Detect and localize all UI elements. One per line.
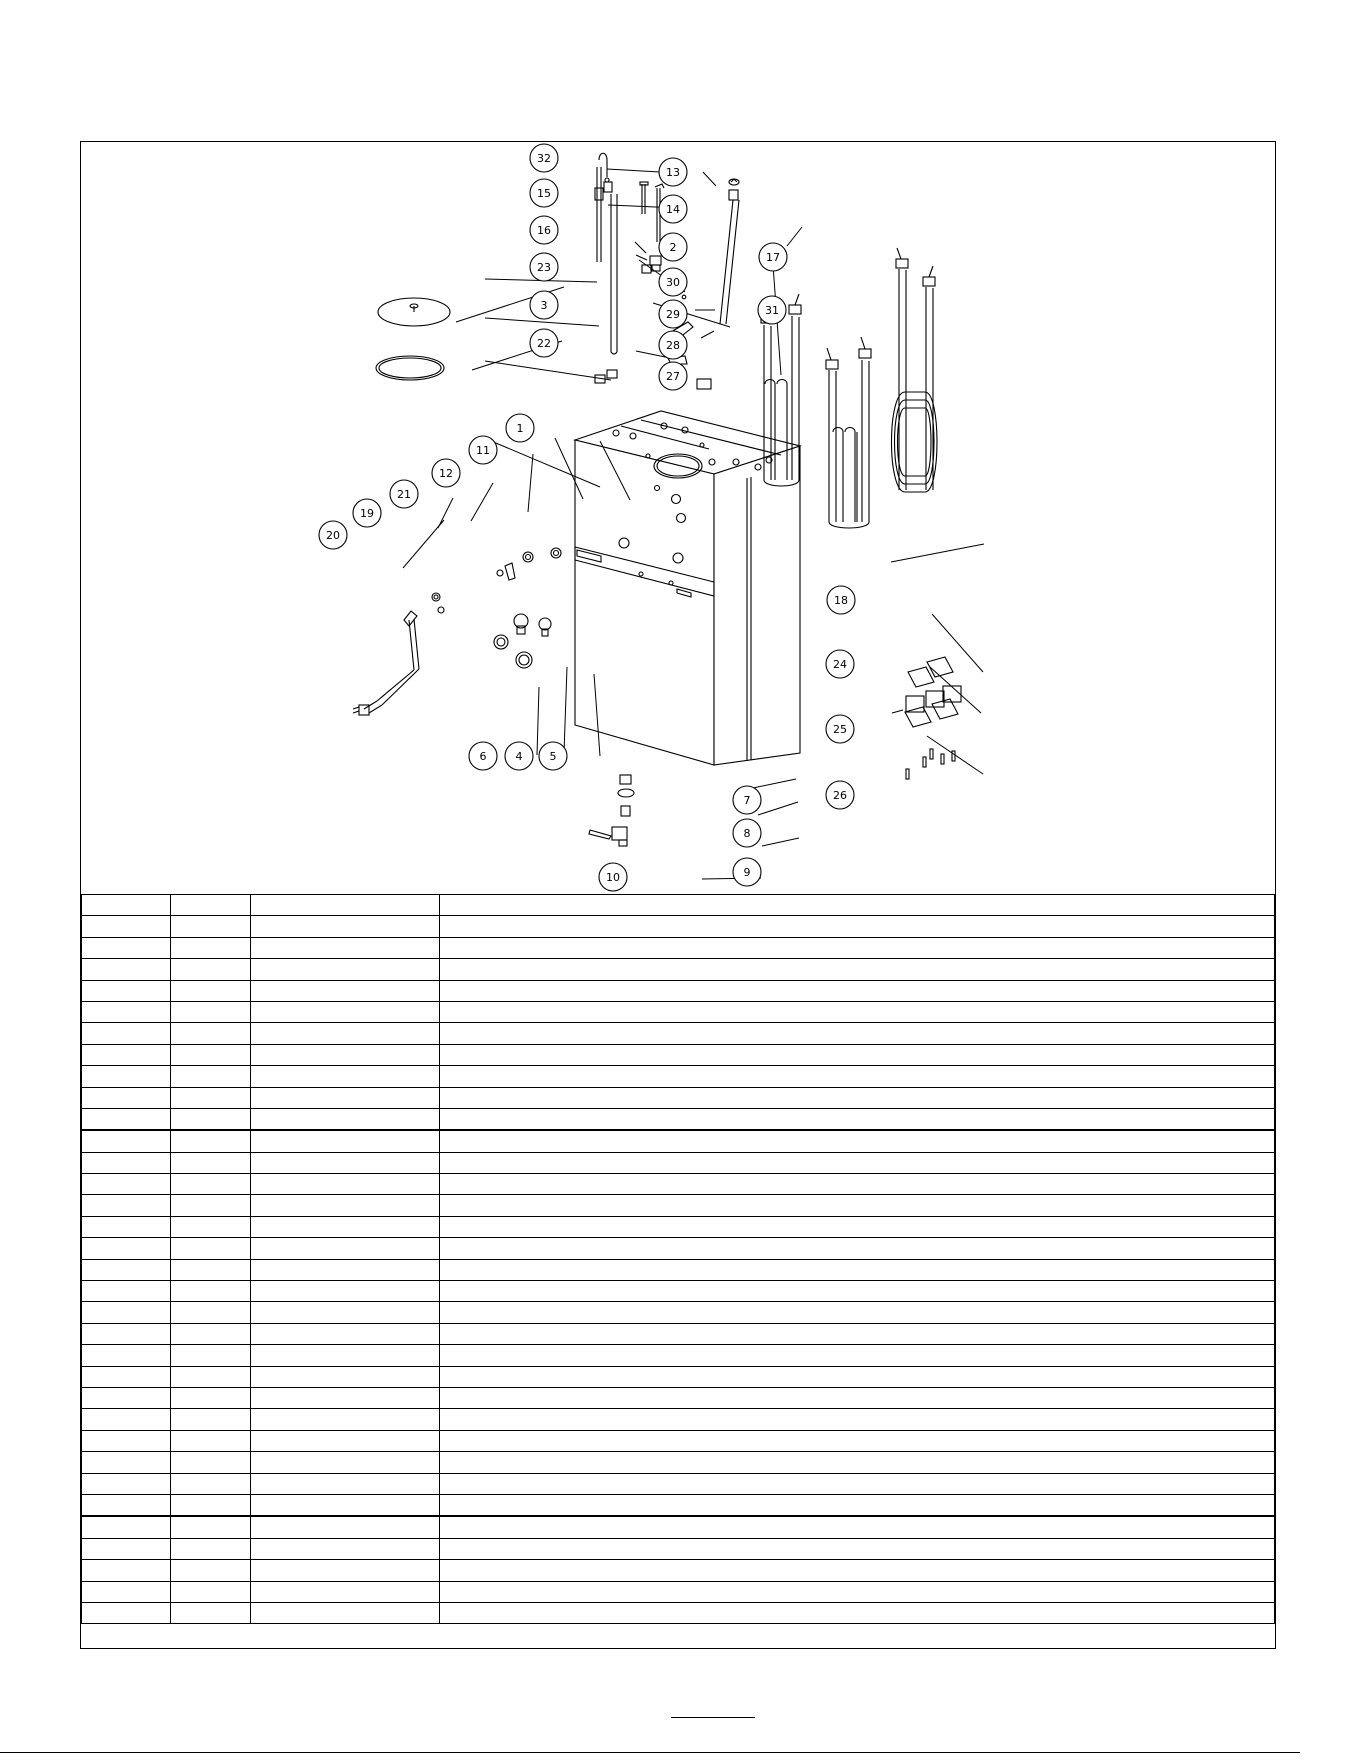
callout-21 [390,480,418,508]
callout-3 [530,291,558,319]
svg-text:23: 23 [537,261,551,274]
table-cell [171,1494,251,1516]
table-cell [251,1538,440,1559]
svg-text:28: 28 [666,339,680,352]
table-cell [171,1066,251,1087]
table-cell [440,1345,1275,1366]
svg-text:5: 5 [549,750,557,763]
table-cell [82,1281,171,1302]
table-cell [171,1302,251,1323]
table-cell [171,1516,251,1538]
table-row [82,1174,1275,1195]
fittings-top [640,179,739,389]
parts-sheet-frame [80,141,1276,1649]
table-cell [171,895,251,916]
table-cell [82,1409,171,1430]
tube-assembly [595,153,617,354]
table-cell [440,1452,1275,1473]
table-cell [171,937,251,958]
svg-text:27: 27 [666,370,680,383]
callout-23 [530,253,558,281]
table-cell [440,1216,1275,1237]
svg-text:4: 4 [515,750,523,763]
table-cell [82,1195,171,1216]
table-row [82,1516,1275,1538]
table-cell [440,1387,1275,1408]
table-cell [171,1238,251,1259]
svg-text:17: 17 [766,251,780,264]
table-cell [440,1430,1275,1451]
table-cell [440,1001,1275,1022]
table-cell [171,1581,251,1602]
svg-text:30: 30 [666,276,680,289]
table-cell [82,895,171,916]
table-cell [82,1087,171,1108]
table-cell [171,1560,251,1581]
table-cell [171,1195,251,1216]
table-cell [82,1430,171,1451]
callout-10 [599,863,627,891]
callout-12 [432,459,460,487]
table-cell [440,959,1275,980]
table-cell [171,1130,251,1152]
svg-text:29: 29 [666,308,680,321]
table-row [82,1108,1275,1130]
table-cell [251,1602,440,1623]
table-cell [82,1602,171,1623]
table-cell [440,1581,1275,1602]
parts-list-body [82,895,1275,1624]
svg-text:14: 14 [666,203,680,216]
table-cell [82,1516,171,1538]
table-cell [440,1195,1275,1216]
table-cell [82,1216,171,1237]
cabinet-body [575,411,800,765]
table-cell [171,1473,251,1494]
small-parts-right [892,657,961,779]
table-cell [440,1560,1275,1581]
callout-31 [758,296,786,324]
table-cell [251,1302,440,1323]
table-cell [251,1345,440,1366]
table-cell [171,1023,251,1044]
table-cell [251,1108,440,1130]
table-cell [440,1044,1275,1065]
table-row [82,1044,1275,1065]
table-cell [171,1323,251,1344]
svg-text:9: 9 [743,866,751,879]
table-cell [171,959,251,980]
table-cell [171,1259,251,1280]
svg-text:13: 13 [666,166,680,179]
table-cell [251,1216,440,1237]
callout-13 [659,158,687,186]
callout-14 [659,195,687,223]
table-cell [171,1602,251,1623]
table-cell [82,1174,171,1195]
table-cell [440,1473,1275,1494]
callout-18 [827,586,855,614]
table-cell [82,1366,171,1387]
table-cell [82,1302,171,1323]
callout-30 [659,268,687,296]
table-row [82,1130,1275,1152]
table-cell [82,1452,171,1473]
table-cell [82,1581,171,1602]
table-cell [251,1387,440,1408]
table-cell [171,1087,251,1108]
table-cell [440,1023,1275,1044]
table-cell [82,1066,171,1087]
svg-text:6: 6 [479,750,487,763]
table-cell [440,1538,1275,1559]
callout-2 [659,233,687,261]
table-row [82,959,1275,980]
table-row [82,1430,1275,1451]
table-cell [82,1387,171,1408]
table-cell [171,980,251,1001]
table-cell [171,916,251,937]
table-cell [440,1087,1275,1108]
table-cell [82,1130,171,1152]
table-cell [440,1302,1275,1323]
table-cell [171,1538,251,1559]
callout-25 [826,715,854,743]
table-cell [251,1281,440,1302]
svg-text:31: 31 [765,304,779,317]
table-cell [251,1259,440,1280]
callout-27 [659,362,687,390]
table-cell [82,1323,171,1344]
table-cell [251,1066,440,1087]
table-row [82,937,1275,958]
table-row [82,1001,1275,1022]
table-cell [440,1066,1275,1087]
table-cell [171,1387,251,1408]
table-cell [440,1174,1275,1195]
table-row [82,1023,1275,1044]
callout-5 [539,742,567,770]
svg-text:26: 26 [833,789,847,802]
svg-text:18: 18 [834,594,848,607]
svg-text:22: 22 [537,337,551,350]
svg-text:11: 11 [476,444,490,457]
table-cell [171,1152,251,1173]
svg-text:10: 10 [606,871,620,884]
table-row [82,916,1275,937]
table-cell [82,1001,171,1022]
table-cell [82,1044,171,1065]
table-row [82,1087,1275,1108]
table-cell [82,1238,171,1259]
svg-text:16: 16 [537,224,551,237]
callout-7 [733,786,761,814]
table-cell [82,1494,171,1516]
table-cell [171,1044,251,1065]
table-cell [171,1430,251,1451]
svg-text:25: 25 [833,723,847,736]
table-row [82,1152,1275,1173]
table-cell [82,980,171,1001]
table-cell [171,1345,251,1366]
table-cell [82,1560,171,1581]
table-cell [251,1087,440,1108]
table-row [82,1238,1275,1259]
table-row [82,1581,1275,1602]
callout-20 [319,521,347,549]
table-cell [251,1409,440,1430]
table-cell [251,980,440,1001]
table-cell [251,1001,440,1022]
table-cell [251,1195,440,1216]
table-cell [440,1323,1275,1344]
table-cell [251,1044,440,1065]
table-cell [251,1238,440,1259]
table-cell [251,1130,440,1152]
table-row [82,1409,1275,1430]
table-row [82,1452,1275,1473]
table-cell [440,1130,1275,1152]
table-cell [251,1581,440,1602]
table-cell [251,1473,440,1494]
callout-22 [530,329,558,357]
table-cell [440,1494,1275,1516]
callout-24 [826,650,854,678]
table-cell [440,937,1275,958]
table-cell [440,1108,1275,1130]
table-cell [440,1238,1275,1259]
table-cell [171,1452,251,1473]
svg-text:7: 7 [743,794,751,807]
table-cell [440,916,1275,937]
svg-text:32: 32 [537,152,551,165]
table-cell [171,1366,251,1387]
table-row [82,895,1275,916]
table-row [82,980,1275,1001]
svg-text:19: 19 [360,507,374,520]
table-cell [440,895,1275,916]
table-cell [251,1174,440,1195]
svg-text:24: 24 [833,658,847,671]
table-cell [251,895,440,916]
table-cell [251,1366,440,1387]
callout-28 [659,331,687,359]
table-cell [251,1452,440,1473]
svg-text:3: 3 [540,299,548,312]
table-cell [440,1152,1275,1173]
footer-page-mark [671,1717,755,1718]
table-cell [251,1560,440,1581]
table-cell [440,1366,1275,1387]
table-cell [440,980,1275,1001]
table-cell [171,1108,251,1130]
table-row [82,1066,1275,1087]
table-cell [251,916,440,937]
svg-text:2: 2 [669,241,677,254]
table-row [82,1602,1275,1623]
svg-text:8: 8 [743,827,751,840]
callout-32 [530,144,558,172]
table-cell [82,1473,171,1494]
table-cell [82,1259,171,1280]
table-cell [251,1430,440,1451]
table-cell [440,1602,1275,1623]
table-cell [251,1494,440,1516]
table-cell [251,1323,440,1344]
table-cell [440,1516,1275,1538]
table-row [82,1345,1275,1366]
drain-valve [589,775,634,877]
callout-11 [469,436,497,464]
table-cell [251,1516,440,1538]
table-row [82,1302,1275,1323]
callout-29 [659,300,687,328]
table-cell [251,959,440,980]
table-cell [82,937,171,958]
footer-rule [0,1752,1300,1753]
table-cell [82,916,171,937]
svg-text:12: 12 [439,467,453,480]
table-row [82,1366,1275,1387]
table-cell [82,1538,171,1559]
table-cell [171,1216,251,1237]
callout-9 [733,858,761,886]
table-row [82,1494,1275,1516]
table-cell [82,1108,171,1130]
table-row [82,1281,1275,1302]
table-cell [82,1345,171,1366]
svg-text:21: 21 [397,488,411,501]
table-cell [171,1409,251,1430]
table-cell [171,1174,251,1195]
table-cell [82,1023,171,1044]
callout-17 [759,243,787,271]
svg-text:20: 20 [326,529,340,542]
svg-text:1: 1 [516,422,524,435]
table-row [82,1323,1275,1344]
table-cell [251,1152,440,1173]
table-cell [171,1281,251,1302]
svg-text:15: 15 [537,187,551,200]
callout-6 [469,742,497,770]
table-row [82,1538,1275,1559]
table-cell [82,1152,171,1173]
table-cell [171,1001,251,1022]
table-row [82,1195,1275,1216]
callout-26 [826,781,854,809]
callout-4 [505,742,533,770]
table-row [82,1259,1275,1280]
table-row [82,1216,1275,1237]
heating-elements [761,248,937,528]
table-cell [82,959,171,980]
table-cell [251,1023,440,1044]
table-cell [440,1409,1275,1430]
table-row [82,1560,1275,1581]
exploded-view-diagram [81,142,1275,894]
callout-15 [530,179,558,207]
table-row [82,1387,1275,1408]
parts-list-table [81,894,1275,1624]
table-row [82,1473,1275,1494]
callout-8 [733,819,761,847]
table-cell [440,1259,1275,1280]
callout-16 [530,216,558,244]
table-cell [440,1281,1275,1302]
callout-1 [506,414,534,442]
callout-19 [353,499,381,527]
table-cell [251,937,440,958]
lid-and-gasket [376,298,450,380]
